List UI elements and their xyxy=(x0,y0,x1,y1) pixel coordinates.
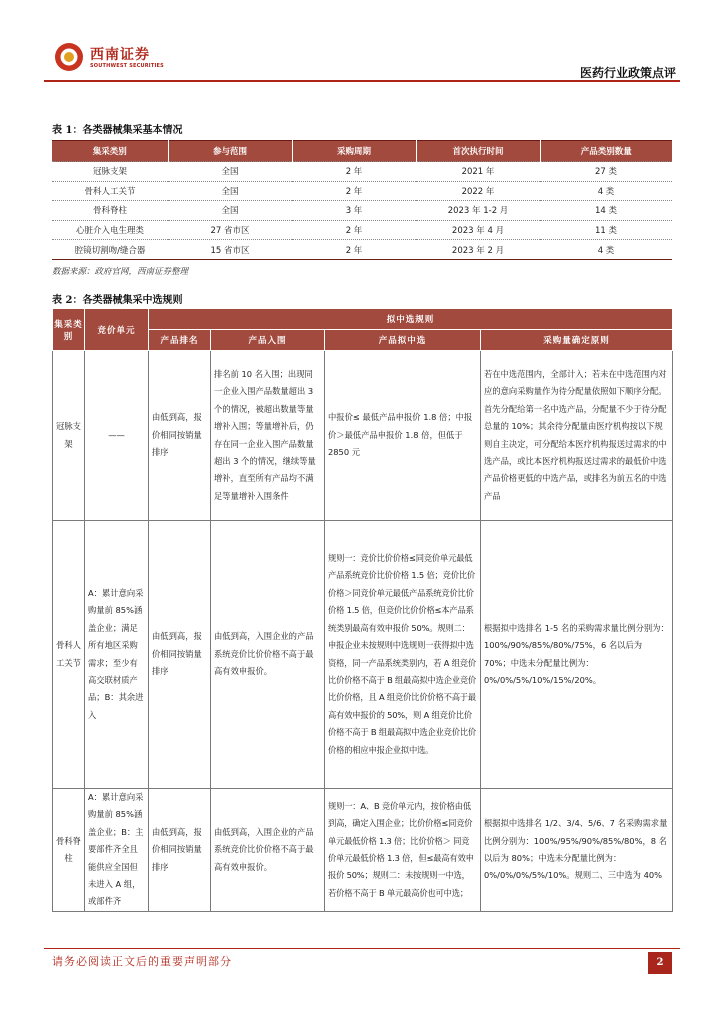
company-logo-icon xyxy=(54,42,84,72)
table-cell: 全国 xyxy=(168,181,292,201)
column-header: 集采类别 xyxy=(52,141,168,162)
table-cell: 2 年 xyxy=(292,220,416,240)
logo-name-cn: 西南证券 xyxy=(90,47,150,63)
table-cell: 骨科脊柱 xyxy=(53,789,85,912)
table-cell: 2 年 xyxy=(292,181,416,201)
table-cell: 4 类 xyxy=(540,240,672,260)
table-row xyxy=(53,351,673,521)
table-cell: 根据拟中选排名 1/2、3/4、5/6、7 名采购需求量比例分别为：100%/95%/90%/85%/80%，8 名以后为 80%；中选未分配量比例为：0%/0%/0%/5%/10%。规则二、三中选为 40% xyxy=(481,789,673,912)
table-cell: 骨科脊柱 xyxy=(52,201,168,221)
table-cell: 排名前 10 名入围；出现同一企业入围产品数量超出 3 个的情况，被超出数量等量增补入围；等量增补后，仍存在同一企业入围产品数量超出 3 个的情况，继续等量增补，直至所有产品均不满足等量增补入围条件 xyxy=(211,351,325,521)
table-cell: A：累计意向采购量前 85%涵盖企业；B：主要部件齐全且能供应全国但未进入 A 组，或部件齐 xyxy=(85,789,149,912)
footer-disclaimer: 请务必阅读正文后的重要声明部分 xyxy=(52,955,232,968)
table-cell: 由低到高，报价相同按销量排序 xyxy=(149,789,211,912)
table-cell: 2 年 xyxy=(292,240,416,260)
table-row xyxy=(52,181,672,201)
table-cell: 中报价≤ 最低产品申报价 1.8 倍；中报价＞最低产品申报价 1.8 倍，但低于 2850 元 xyxy=(325,351,481,521)
table-cell: 27 类 xyxy=(540,162,672,182)
column-header: 集采类别 xyxy=(53,309,85,351)
table-cell: 27 省市区 xyxy=(168,220,292,240)
column-header: 首次执行时间 xyxy=(416,141,540,162)
table-cell: 根据拟中选排名 1-5 名的采购需求量比例分别为：100%/90%/85%/80%/75%，6 名以后为 70%；中选未分配量比例为：0%/0%/5%/10%/15%/20%。 xyxy=(481,521,673,789)
table-cell: 2023 年 2 月 xyxy=(416,240,540,260)
column-group-header: 拟中选规则 xyxy=(149,309,673,330)
table-cell: 由低到高，入围企业的产品系统竞价比价价格不高于最高有效申报价。 xyxy=(211,789,325,912)
table-cell: 全国 xyxy=(168,201,292,221)
column-header: 产品排名 xyxy=(149,330,211,351)
page-number: 2 xyxy=(648,952,672,974)
column-header: 产品拟中选 xyxy=(325,330,481,351)
logo-name-en: SOUTHWEST SECURITIES xyxy=(90,63,164,69)
table-cell: 11 类 xyxy=(540,220,672,240)
column-header: 采购周期 xyxy=(292,141,416,162)
table-cell: 规则一：竞价比价价格≤同竞价单元最低产品系统竞价比价价格 1.5 倍；竞价比价价格＞同竞价单元最低产品系统竞价比价价格 1.5 倍，但竞价比价价格≤本产品系统类别最高有效申报价 50%。规则二：申报企业未按规则中选规则一获得拟中选资格，同一产品系统类别内，若 A 组竞价比价价格不高于 B 组最高拟中选企业竞价比价价格，且 A 组竞价比价价格不高于最高有效申报价的 50%，则 A 组竞价比价价格不高于 B 组最高拟中选企业竞价比价价格的相应申报企业拟中选。 xyxy=(325,521,481,789)
table-cell: 14 类 xyxy=(540,201,672,221)
table-row xyxy=(52,162,672,182)
table-cell: 冠脉支架 xyxy=(53,351,85,521)
table2-header-row-1 xyxy=(53,309,673,330)
table-cell: 2 年 xyxy=(292,162,416,182)
table-cell: 冠脉支架 xyxy=(52,162,168,182)
table-row xyxy=(52,201,672,221)
table-row xyxy=(52,240,672,260)
table-cell: 由低到高，报价相同按销量排序 xyxy=(149,521,211,789)
table-cell: 心脏介入电生理类 xyxy=(52,220,168,240)
table-cell: 规则一：A、B 竞价单元内，按价格由低到高，确定入围企业；比价价格≤同竞价单元最低价格 1.3 倍；比价价格＞ 同竞价单元最低价格 1.3 倍，但≤最高有效申报价 50%；规则二：未按规则一中选，若价格不高于 B 单元最高价也可中选； xyxy=(325,789,481,912)
table-row xyxy=(52,220,672,240)
column-header: 产品入围 xyxy=(211,330,325,351)
table2-selection-rules xyxy=(52,308,673,912)
table-cell: 骨科人工关节 xyxy=(53,521,85,789)
table-cell: 2022 年 xyxy=(416,181,540,201)
table-cell: 4 类 xyxy=(540,181,672,201)
table-cell: —— xyxy=(85,351,149,521)
table-row xyxy=(53,521,673,789)
column-header: 产品类别数量 xyxy=(540,141,672,162)
table-cell: 腔镜切割吻/缝合器 xyxy=(52,240,168,260)
table2-caption: 表 2：各类器械集采中选规则 xyxy=(52,295,183,306)
table-cell: A：累计意向采购量前 85%涵盖企业；满足所有地区采购需求；至少有高交联材质产品；B：其余进入 xyxy=(85,521,149,789)
footer-rule xyxy=(44,948,680,949)
table-cell: 2021 年 xyxy=(416,162,540,182)
table1-procurement-overview xyxy=(52,140,672,260)
table-cell: 若在中选范围内，全部计入；若未在中选范围内对应的意向采购量作为待分配量依照如下顺序分配。首先分配给第一名中选产品，分配量不少于待分配总量的 10%；其余待分配量由医疗机构按以下规则自主决定，可分配给本医疗机构报送过需求的中选产品，或比本医疗机构报送过需求的最低价中选产品价格更低的中选产品，或排名为前五名的中选产品 xyxy=(481,351,673,521)
table1-caption: 表 1：各类器械集采基本情况 xyxy=(52,125,183,136)
page-header xyxy=(44,36,680,82)
table-cell: 15 省市区 xyxy=(168,240,292,260)
column-header: 参与范围 xyxy=(168,141,292,162)
report-title: 医药行业政策点评 xyxy=(579,66,676,80)
table-cell: 3 年 xyxy=(292,201,416,221)
table-cell: 2023 年 1-2 月 xyxy=(416,201,540,221)
table-cell: 由低到高，入围企业的产品系统竞价比价价格不高于最高有效申报价。 xyxy=(211,521,325,789)
column-header: 竞价单元 xyxy=(85,309,149,351)
column-header: 采购量确定原则 xyxy=(481,330,673,351)
table1-source: 数据来源：政府官网，西南证券整理 xyxy=(52,267,189,277)
table-cell: 2023 年 4 月 xyxy=(416,220,540,240)
table-cell: 由低到高，报价相同按销量排序 xyxy=(149,351,211,521)
table-cell: 全国 xyxy=(168,162,292,182)
header-rule xyxy=(44,80,680,82)
table-row xyxy=(53,789,673,912)
table-cell: 骨科人工关节 xyxy=(52,181,168,201)
table1-header-row xyxy=(52,141,672,162)
